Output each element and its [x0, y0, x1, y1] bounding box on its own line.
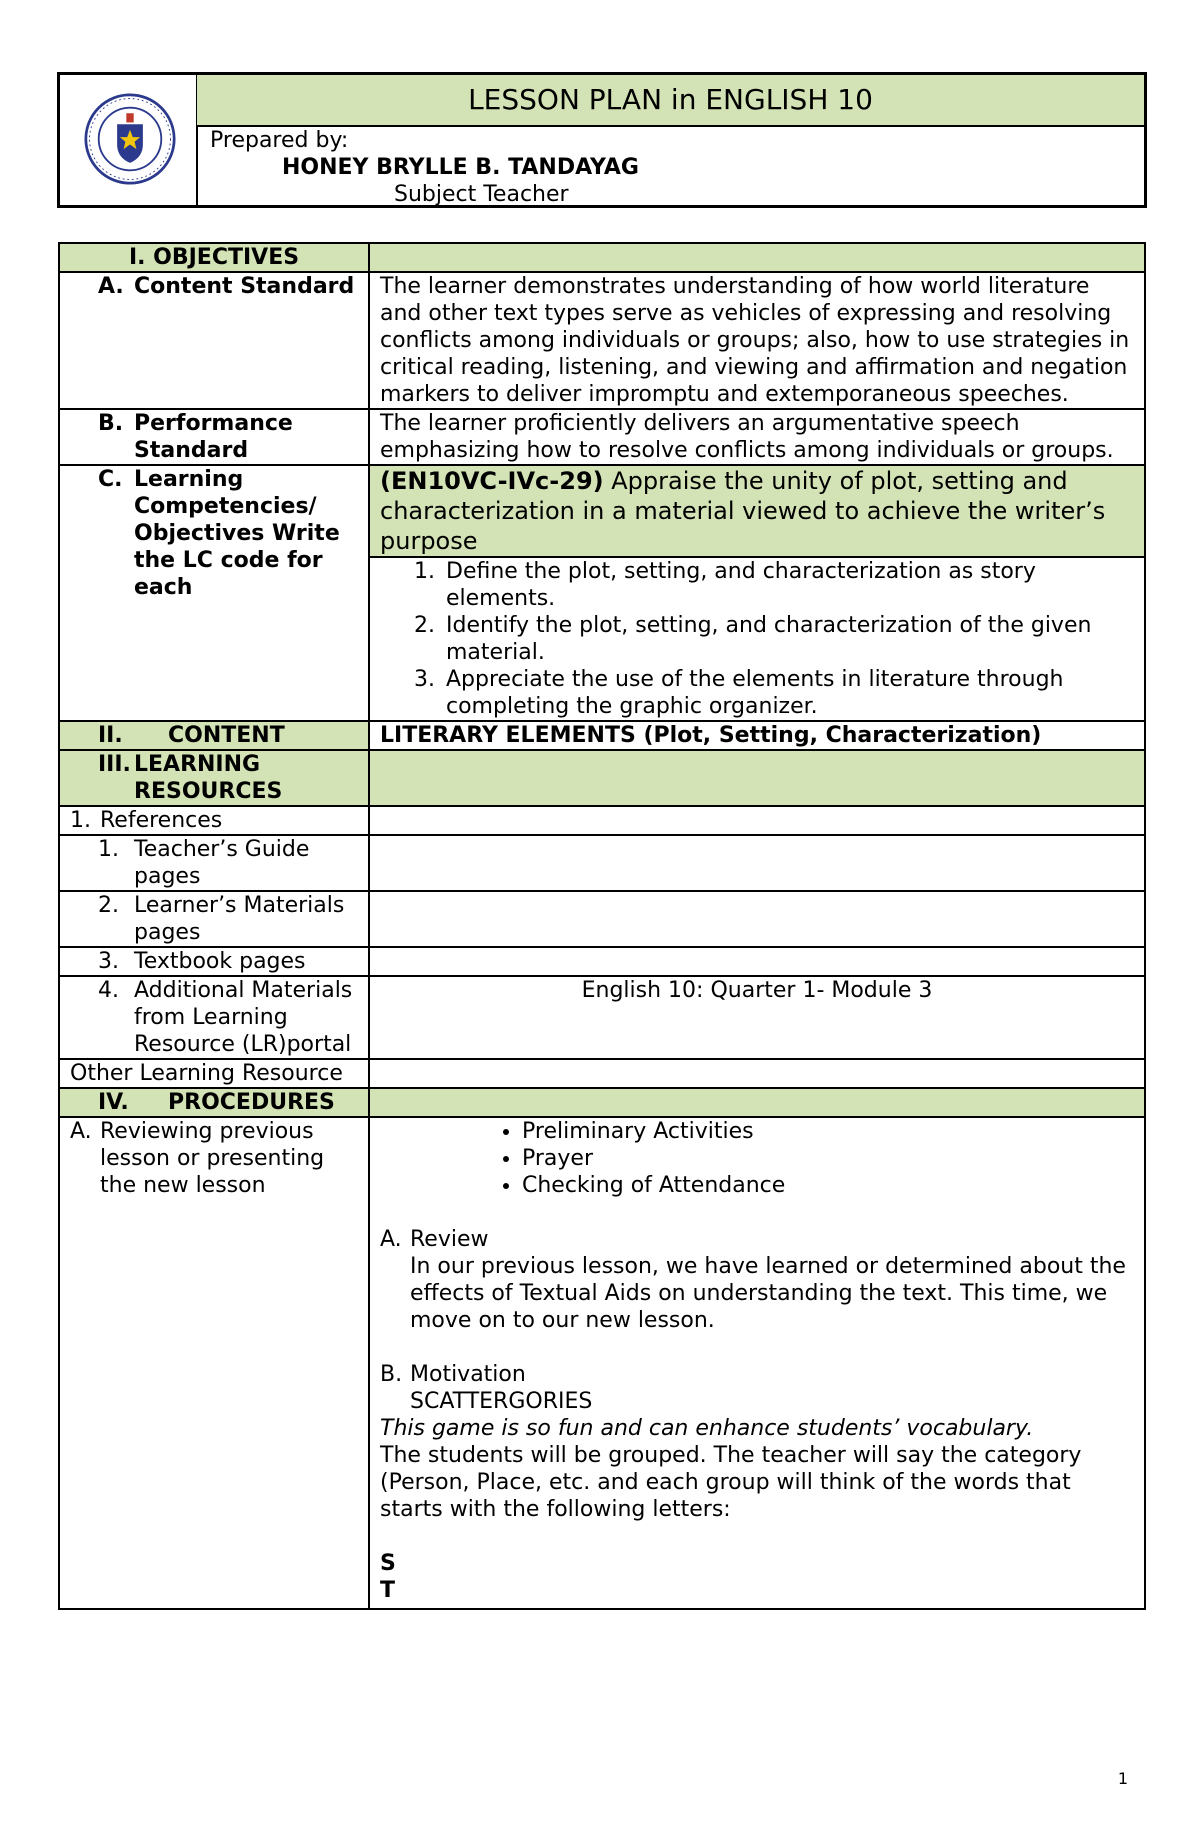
teachers-guide-label-text: Teacher’s Guide pages — [134, 837, 310, 889]
performance-standard-label — [59, 409, 369, 465]
preliminary-item: • Prayer — [522, 1145, 1134, 1172]
additional-materials-label-text: Additional Materials from Learning Resource (LR)portal — [134, 978, 353, 1057]
textbook-label — [59, 947, 369, 976]
objective-item: 1. Define the plot, setting, and characterization as story elements. — [442, 558, 1134, 612]
procedure-a-content — [369, 1117, 1145, 1609]
teachers-guide-label — [59, 835, 369, 891]
content-standard-text: The learner demonstrates understanding of how world literature and other text types serve as vehicles of expressing and resolving conflicts among individuals or groups; also, how to use strategies in critical reading, listening, and viewing and affirmation and negation markers to deliver impromptu and extemporaneous speeches. — [369, 272, 1145, 409]
lc-code-cell — [369, 465, 1145, 557]
learners-materials-value — [369, 891, 1145, 947]
learners-materials-num: 2. — [98, 893, 119, 918]
review-text: In our previous lesson, we have learned or determined about the effects of Textual Aids on understanding the text. This time, we move on to our new lesson. — [410, 1254, 1126, 1333]
textbook-value — [369, 947, 1145, 976]
objectives-list-cell — [369, 557, 1145, 721]
objective-item: 3. Appreciate the use of the elements in literature through completing the graphic organizer. — [442, 666, 1134, 720]
motivation-num: B. — [380, 1362, 403, 1387]
content-standard-label — [59, 272, 369, 409]
deped-seal-icon — [84, 93, 176, 185]
content-heading-num: II. — [98, 723, 123, 748]
references-label-text: References — [100, 808, 223, 833]
content-standard-label-text: Content Standard — [134, 274, 355, 299]
game-name: SCATTERGORIES — [410, 1389, 593, 1414]
performance-standard-label-text: Performance Standard — [134, 411, 293, 463]
motivation-title: Motivation — [410, 1362, 526, 1387]
resources-heading-num: III. — [98, 752, 131, 777]
lc-code: (EN10VC-IVc-29) — [380, 467, 604, 495]
performance-standard-text: The learner proficiently delivers an argumentative speech emphasizing how to resolve conflicts among individuals or groups. — [369, 409, 1145, 465]
game-description: This game is so fun and can enhance students’ vocabulary. — [380, 1416, 1034, 1441]
textbook-label-text: Textbook pages — [134, 949, 306, 974]
other-resource-value — [369, 1059, 1145, 1088]
prepared-by-label: Prepared by: — [210, 128, 349, 153]
objective-item: 2. Identify the plot, setting, and characterization of the given material. — [442, 612, 1134, 666]
game-instructions: The students will be grouped. The teacher will say the category (Person, Place, etc. and each group will think of the words that starts with the following letters: — [380, 1443, 1082, 1522]
procedure-a-label-text: Reviewing previous lesson or presenting the new lesson — [100, 1119, 325, 1198]
objectives-list — [380, 558, 1134, 720]
procedure-a-label — [59, 1117, 369, 1609]
prepared-by-block — [210, 127, 639, 208]
content-heading-text: CONTENT — [168, 723, 285, 748]
resources-heading-filler — [369, 750, 1145, 806]
references-label — [59, 806, 369, 835]
teacher-role: Subject Teacher — [394, 182, 569, 207]
objectives-heading-filler — [369, 243, 1145, 272]
review-title: Review — [410, 1227, 489, 1252]
letter-item: S — [380, 1551, 396, 1576]
content-text: LITERARY ELEMENTS (Plot, Setting, Characterization) — [369, 721, 1145, 750]
review-num: A. — [380, 1227, 402, 1252]
additional-materials-label — [59, 976, 369, 1059]
procedures-heading-filler — [369, 1088, 1145, 1117]
references-num: 1. — [70, 808, 91, 833]
document-title: LESSON PLAN in ENGLISH 10 — [197, 75, 1144, 127]
teacher-name: HONEY BRYLLE B. TANDAYAG — [282, 155, 639, 180]
lesson-plan-table — [58, 242, 1146, 1610]
lc-text: Appraise the unity of plot, setting and characterization in a material viewed to achieve the writer’s purpose — [380, 467, 1106, 555]
teachers-guide-num: 1. — [98, 837, 119, 862]
page-number: 1 — [1117, 1769, 1128, 1788]
procedures-heading — [59, 1088, 369, 1117]
competencies-label — [59, 465, 369, 721]
resources-heading-text: LEARNING RESOURCES — [134, 752, 283, 804]
lesson-plan-header — [57, 72, 1147, 208]
additional-materials-num: 4. — [98, 978, 119, 1003]
content-heading — [59, 721, 369, 750]
logo-cell — [60, 75, 198, 205]
additional-materials-value: English 10: Quarter 1- Module 3 — [369, 976, 1145, 1059]
preliminary-list — [380, 1118, 1134, 1199]
references-value — [369, 806, 1145, 835]
performance-standard-num: B. — [98, 411, 124, 436]
teachers-guide-value — [369, 835, 1145, 891]
resources-heading — [59, 750, 369, 806]
procedure-a-num: A. — [70, 1119, 92, 1144]
objectives-heading: I. OBJECTIVES — [59, 243, 369, 272]
letter-item: T — [380, 1578, 396, 1603]
competencies-num: C. — [98, 467, 123, 492]
learners-materials-label-text: Learner’s Materials pages — [134, 893, 345, 945]
competencies-label-text: Learning Competencies/ Objectives Write the LC code for each — [134, 467, 340, 600]
other-resource-label: Other Learning Resource — [59, 1059, 369, 1088]
textbook-num: 3. — [98, 949, 119, 974]
learners-materials-label — [59, 891, 369, 947]
procedures-heading-text: PROCEDURES — [168, 1090, 335, 1115]
preliminary-item: • Preliminary Activities — [522, 1118, 1134, 1145]
procedures-heading-num: IV. — [98, 1090, 129, 1115]
preliminary-item: • Checking of Attendance — [522, 1172, 1134, 1199]
content-standard-num: A. — [98, 274, 124, 299]
